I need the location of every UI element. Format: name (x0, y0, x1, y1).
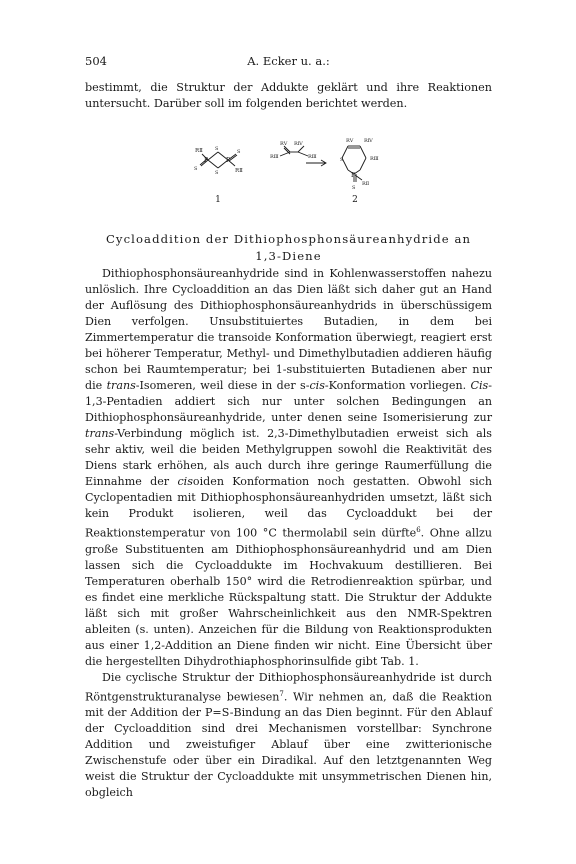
page-header (85, 54, 492, 70)
ring-substituent: RⅢ (370, 156, 379, 162)
running-head: A. Ecker u. a.: (247, 54, 330, 68)
paragraph-1: Dithiophosphonsäureanhydride sind in Kohlenwasserstoffen nahezu unlöslich. Ihre Cycloaddition an das Dien läßt sich daher gut an Hand der Auflösung des Dithiophosphonsäureanhydrids in überschüssigem Dien verfolgen. Unsubstituiertes Butadien, in dem bei Zimmertemperatur die transoide Konformation überwiegt, reagiert erst bei höherer Temperatur, Methyl- und Dimethylbutadien addieren häufig schon bei Raumtemperatur; bei 1-substituierten Butadienen aber nur die trans-Isomeren, weil diese in der s-cis-Konformation vorliegen. Cis-1,3-Pentadien addiert sich nur unter solchen Bedingungen an Dithiophosphonsäureanhydride, unter denen seine Isomerisierung zur trans-Verbindung möglich ist. 2,3-Dimethylbutadien erweist sich als sehr aktiv, weil die beiden Methylgruppen sowohl die Reaktivität des Diens stark erhöhen, als auch durch ihre geringe Raumerfüllung die Einnahme der cisoiden Konformation noch gestatten. Obwohl sich Cyclopentadien mit Dithiophosphonsäureanhydriden umsetzt, läßt sich kein Produkt isolieren, weil das Cycloaddukt bei der Reaktionstemperatur von 100 °C thermolabil sein dürfte$^6$. Ohne allzu große Substituenten am Dithiophosphonsäureanhydrid und am Dien lassen sich die Cycloaddukte im Hochvakuum destillieren. Bei Temperaturen oberhalb 150° wird die Retrodienreaktion spürbar, und es findet eine merkliche Rückspaltung statt. Die Struktur der Addukte läßt sich mit großer Wahrscheinlichkeit aus den NMR-Spektren ableiten (s. unten). Anzeichen für die Bildung von Reaktionsprodukten aus einer 1,2-Addition an Diene finden wir nicht. Eine Übersicht über die hergestellten Dihydrothiaphosphorinsulfide gibt Tab. 1. (85, 267, 492, 668)
page-number: 504 (85, 54, 107, 68)
footnote-ref: 6 (416, 526, 421, 534)
atom-s: S (215, 170, 219, 176)
footnote-ref: 7 (279, 689, 284, 698)
section-heading (85, 231, 492, 265)
substituent-bottom: RⅡ (235, 168, 243, 174)
ring-substituent: RⅤ (346, 138, 354, 144)
structure-drawing (180, 128, 420, 212)
substituent-top: RⅡ (195, 148, 203, 154)
body-text (85, 266, 492, 801)
compound-2 (340, 138, 379, 205)
intro-paragraph: bestimmt, die Struktur der Addukte geklärt und ihre Reaktionen untersucht. Darüber soll im folgenden berichtet werden. (85, 81, 492, 110)
atom-s: S (237, 149, 241, 155)
diene-substituent: RⅣ (294, 141, 303, 147)
ring-substituent: RⅣ (364, 138, 373, 144)
p-substituent: RⅡ (362, 181, 370, 187)
compound-1 (194, 146, 243, 205)
atom-s: S (352, 185, 356, 191)
section-heading-line: Cycloaddition der Dithiophosphonsäureanhydride an (105, 232, 472, 246)
atom-s: S (194, 166, 198, 172)
atom-p: P (204, 157, 209, 164)
atom-s: S (215, 146, 219, 152)
compound-label-2: 2 (352, 195, 358, 205)
structure-figure (180, 128, 420, 212)
section-heading-line: 1,3-Diene (255, 249, 322, 263)
atom-p: P (226, 157, 231, 164)
diene-substituent: RⅢ (270, 154, 279, 160)
paragraph-2: Die cyclische Struktur der Dithiophosphonsäureanhydride ist durch Röntgenstrukturanalyse bewiesen$^7$. Wir nehmen an, daß die Reaktion mit der Addition der P=S-Bindung an das Dien beginnt. Für den Ablauf der Cycloaddition sind drei Mechanismen vorstellbar: Synchrone Addition und zweistufiger Ablauf über eine zwitterionische Zwischenstufe oder über ein Diradikal. Auf den letztgenannten Weg weist die Struktur der Cycloaddukte mit unsymmetrischen Dienen hin, obgleich (85, 670, 492, 800)
atom-p: P (351, 172, 356, 179)
reaction-arrow (306, 160, 326, 166)
diene-substituent: RⅤ (280, 141, 288, 147)
diene-substituent: RⅢ (308, 154, 317, 160)
ring-s: S (340, 157, 344, 163)
compound-label-1: 1 (215, 195, 221, 205)
diene (270, 141, 317, 160)
